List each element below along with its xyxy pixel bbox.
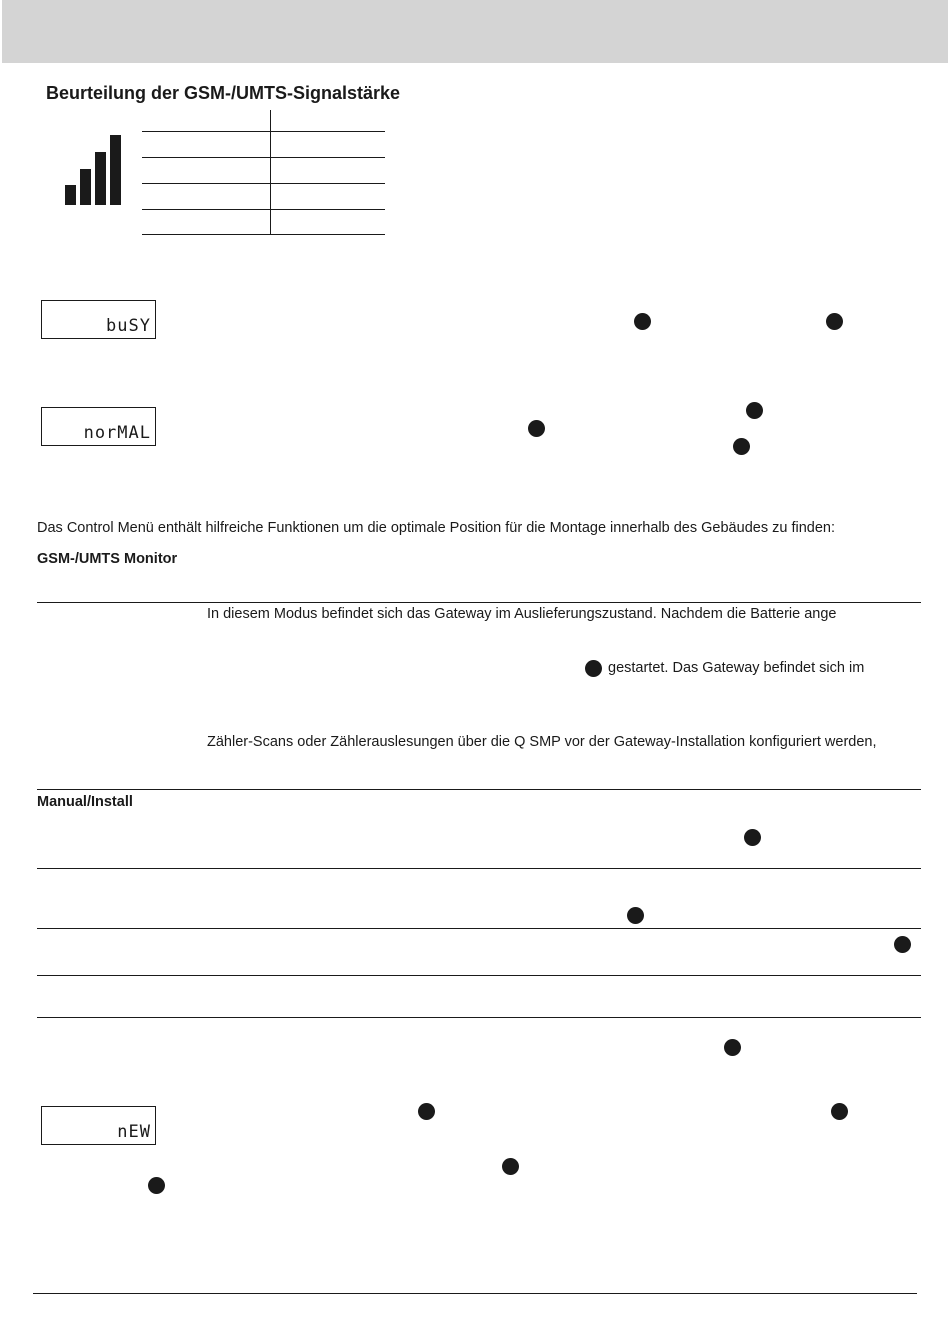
divider [37,868,921,869]
divider [37,1017,921,1018]
manual-install-heading: Manual/Install [37,794,133,810]
divider [37,975,921,976]
lcd-display-busy [41,300,156,339]
signal-table [0,0,950,240]
reference-dot-icon [418,1103,435,1120]
divider [37,602,921,603]
reference-dot-icon [746,402,763,419]
reference-dot-icon [502,1158,519,1175]
reference-dot-icon [634,313,651,330]
lcd-new-text: nEW [117,1122,151,1142]
reference-dot-icon [148,1177,165,1194]
reference-dot-icon [894,936,911,953]
intro-text: Das Control Menü enthält hilfreiche Funktionen um die optimale Position für die Montage innerhalb des Gebäudes zu finden: [37,520,835,536]
reference-dot-icon [627,907,644,924]
lcd-display-new [41,1106,156,1145]
reference-dot-icon [733,438,750,455]
reference-dot-icon [585,660,602,677]
mode-description-line: In diesem Modus befindet sich das Gateway im Auslieferungszustand. Nachdem die Batterie ange [207,606,837,622]
mode-description-line: gestartet. Das Gateway befindet sich im [608,660,865,676]
page-title: Beurteilung der GSM-/UMTS-Signalstärke [46,83,401,103]
monitor-heading: GSM-/UMTS Monitor [37,551,178,567]
lcd-normal-text: norMAL [83,423,151,443]
divider [37,789,921,790]
lcd-busy-text: buSY [106,316,151,336]
reference-dot-icon [528,420,545,437]
footer-rule [33,1293,917,1294]
lcd-display-normal [41,407,156,446]
reference-dot-icon [724,1039,741,1056]
reference-dot-icon [826,313,843,330]
divider [37,928,921,929]
reference-dot-icon [831,1103,848,1120]
mode-description-line: Zähler-Scans oder Zählerauslesungen über die Q SMP vor der Gateway-Installation konfiguriert werden, [207,734,877,750]
reference-dot-icon [744,829,761,846]
